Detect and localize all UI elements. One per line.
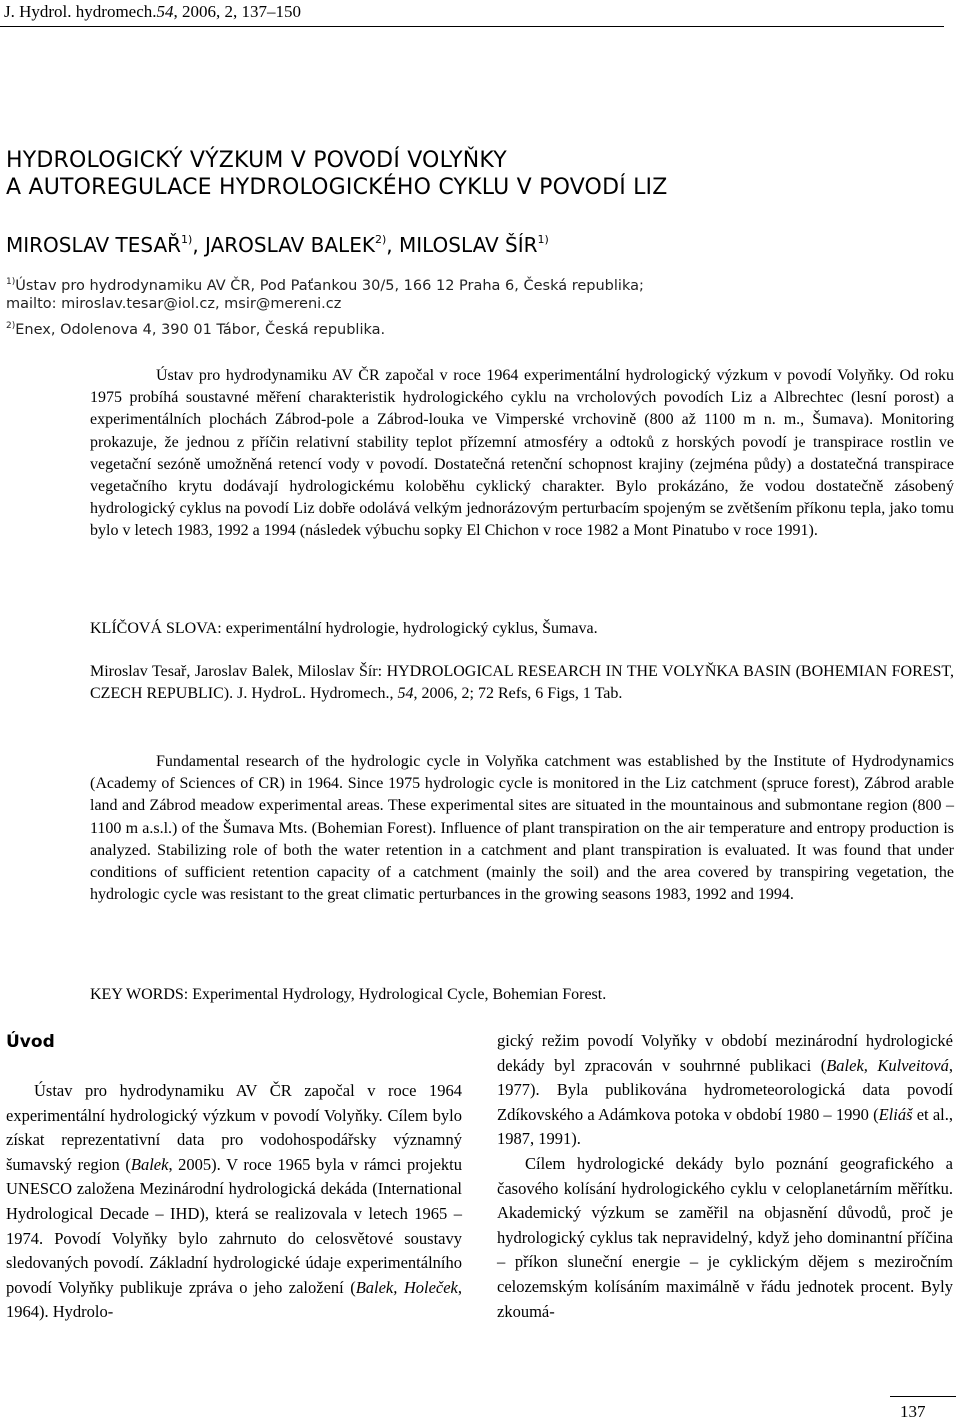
citation-author: Eliáš [878, 1104, 913, 1124]
english-abstract: Fundamental research of the hydrologic cycle in Volyňka catchment was established by the Institute of Hydrodynamics (Academy of Sciences of CR) in 1964. Since 1975 hydrologic cycle is monitored in the Liz catchment (spruce forest), Zábrod arable land and Zábrod meadow experimental areas. These experimental sites are situated in the mountainous and submontane region (800 – 1100 m a.s.l.) of the Šumava Mts. (Bohemian Forest). Influence of plant transpiration on the air temperature and entropy production is analyzed. Stabilizing role of both the water retention in a catchment and plant transpiration is evaluated. It was found that under conditions of sufficient retention capacity of a catchment (mainly the soil) and the area covered by transpiring vegetation, the hydrologic cycle was resistant to the great climatic perturbances in the growing seasons 1983, 1992 and 1994. [90, 753, 954, 904]
paragraph-text: gický režim povodí Volyňky v období mezinárodní hydrologické dekády byl zpracován v souhrnné publikaci ( [497, 1031, 953, 1075]
czech-keywords: KLÍČOVÁ SLOVA: experimentální hydrologie, hydrologický cyklus, Šumava. [90, 620, 598, 637]
journal-volume: 54 [156, 2, 174, 21]
paper-title-line-1: HYDROLOGICKÝ VÝZKUM V POVODÍ VOLYŇKY [6, 148, 507, 173]
header-divider [0, 26, 944, 27]
author-affiliation-mark: 1) [181, 233, 193, 246]
intro-paragraph-continued [497, 1029, 953, 1152]
author-name: , MILOSLAV ŠÍR [386, 233, 538, 257]
affiliation-email-link[interactable]: mailto: miroslav.tesar@iol.cz, msir@mereni.cz [6, 296, 342, 312]
journal-issue-pages: , 2006, 2, 137–150 [173, 2, 302, 21]
citation-author: Balek [130, 1154, 169, 1174]
paragraph-text: , 1977). Byla publikována hydrometeorologická data povodí Zdíkovského a Adámkova potoka v období 1980 – 1990 ( [497, 1055, 953, 1124]
author-name: MIROSLAV TESAŘ [6, 233, 182, 257]
citation-author: Balek, Holeček [355, 1277, 458, 1297]
author-list [6, 226, 549, 259]
intro-left-column [6, 1079, 462, 1325]
affiliation-mark: 1) [6, 277, 16, 287]
affiliation-text: Enex, Odolenova 4, 390 01 Tábor, Česká republika. [15, 322, 386, 338]
intro-paragraph [6, 1079, 462, 1325]
citation-volume: 54 [397, 685, 414, 703]
paper-title-line-2: A AUTOREGULACE HYDROLOGICKÉHO CYKLU V POVODÍ LIZ [6, 175, 668, 200]
affiliation-mark: 2) [6, 321, 16, 331]
english-citation [90, 661, 954, 705]
author-affiliation-mark: 2) [374, 233, 387, 246]
paragraph-text: et al., 1987, 1991). [497, 1104, 953, 1149]
affiliation-text: Ústav pro hydrodynamiku AV ČR, Pod Paťankou 30/5, 166 12 Praha 6, Česká republika; [15, 278, 644, 294]
section-heading-intro: Úvod [6, 1032, 55, 1052]
footer-divider [890, 1396, 956, 1397]
czech-abstract: Ústav pro hydrodynamiku AV ČR započal v roce 1964 experimentální hydrologický výzkum v povodí Volyňky. Od roku 1975 probíhá soustavné měření charakteristik hydrologického cyklu na vrcholových povodích Liz a Albrechtec (lesní porost) a experimentálních plochách Zábrod-pole a Zábrod-louka ve Vimperské vrchovině (800 až 1100 m n. m., Šumava). Monitoring prokazuje, že jednou z příčin relativní stability teplot přízemní atmosféry a odtoků z horských povodí je transpirace rostlin ve vegetační sezóně umožněná retencí vody v povodí. Dostatečná retenční schopnost krajiny (zejména půdy) a dostatečná transpirace vegetačního krytu dodávají hydrologickému koloběhu cyklický charakter. Bylo prokázáno, že vodou dostatečně zásobený hydrologický cyklus na povodí Liz dobře odolává velkým jednorázovým perturbacím spojeným se zvětšením příkonu tepla, jako tomu bylo v letech 1983, 1992 a 1994 (následek výbuchu sopky El Chichon v roce 1982 a Mont Pinatubo v roce 1991). [90, 367, 954, 540]
citation-author: Balek, Kulveitová [826, 1055, 949, 1075]
journal-name: J. Hydrol. hydromech. [4, 2, 157, 21]
citation-text: Miroslav Tesař, Jaroslav Balek, Miloslav Šír: HYDROLOGICAL RESEARCH IN THE VOLYŇKA BASIN (BOHEMIAN FOREST, CZECH REPUBLIC). J. HydroL. Hydromech., [90, 663, 954, 703]
paragraph-text: , 2005). V roce 1965 byla v rámci projektu UNESCO založena Mezinárodní hydrologická dekáda (International Hydrological Decade – IHD), která se realizovala v letech 1965 – 1974. Povodí Volyňky bylo zahrnuto do celosvětové soustavy sledovaných povodí. Základní hydrologické údaje experimentálního povodí Volyňky publikuje zpráva o jeho založení ( [6, 1154, 462, 1297]
affiliation-2 [6, 315, 385, 341]
intro-paragraph: Cílem hydrologické dekády bylo poznání geografického a časového kolísání hydrologického cyklu v celoplanetárním měřítku. Akademický výzkum se zaměřil na objasnění důvodů, proč je hydrologický cyklus tak nepravidelný, když jeho dominantní příčina – příkon sluneční energie – je cyklickým dějem s meziročním celozemským kolísáním maximálně v řádu jednotek procent. Byly zkoumá- [497, 1153, 953, 1321]
intro-right-column [497, 1029, 953, 1324]
paragraph-text: , 1964). Hydrolo- [6, 1277, 462, 1322]
page-number: 137 [900, 1402, 926, 1421]
author-name: , JAROSLAV BALEK [192, 233, 375, 257]
running-header [4, 0, 944, 24]
paragraph-text: Ústav pro hydrodynamiku AV ČR započal v roce 1964 experimentální hydrologický výzkum v povodí Volyňky. Cílem bylo získat reprezentativní data pro vodohospodářsky významný šumavský region ( [6, 1081, 462, 1174]
citation-details: , 2006, 2; 72 Refs, 6 Figs, 1 Tab. [413, 685, 623, 703]
english-keywords: KEY WORDS: Experimental Hydrology, Hydrological Cycle, Bohemian Forest. [90, 986, 607, 1003]
author-affiliation-mark: 1) [537, 233, 549, 246]
